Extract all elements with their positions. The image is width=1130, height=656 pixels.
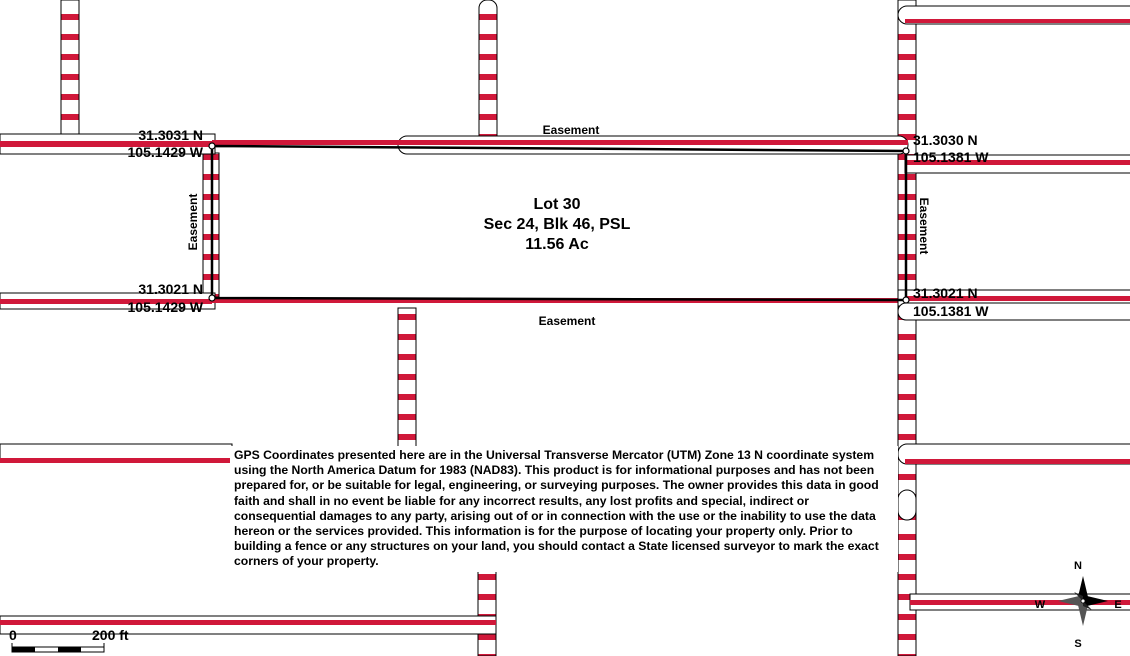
easement-south-label: Easement [538, 314, 596, 328]
easement-west-label: Easement [186, 193, 200, 251]
easement-east-label: Easement [917, 197, 931, 255]
ne-latitude: 31.3030 N [913, 132, 978, 148]
sw-longitude: 105.1429 W [127, 299, 203, 315]
se-longitude: 105.1381 W [913, 303, 989, 319]
lot-title: Lot 30 [533, 196, 581, 213]
nw-latitude: 31.3031 N [138, 127, 203, 143]
road-v-east [898, 0, 916, 656]
lot-section: Sec 24, Blk 46, PSL [483, 216, 631, 233]
road-v-south [478, 570, 496, 656]
road-v-north-center [479, 0, 497, 152]
compass-south-label: S [1074, 638, 1082, 650]
ne-longitude: 105.1381 W [913, 149, 989, 165]
road-v-nw [61, 0, 79, 134]
compass-north-label: N [1074, 560, 1082, 572]
lot-acreage: 11.56 Ac [525, 236, 589, 253]
road-v-south-center [398, 308, 416, 448]
scale-start-label: 0 [9, 627, 17, 643]
compass-west-label: W [1034, 599, 1046, 611]
gps-disclaimer-text: GPS Coordinates presented here are in the Universal Transverse Mercator (UTM) Zone 13 N coordinate system using the North America Datum for 1983 (NAD83). This product is for informational purposes and has not been prepared for, or be suitable for legal, engineering, or surveying purposes. The owner provides this data in good faith and shall in no event be liable for any incorrect results, any lost profits and special, indirect or consequential damages to any party, arising out of or in connection with the use or the inability to use the data hereon or the services provided. This information is for the purpose of locating your property only. Prior to building a fence or any structures on your land, you should contact a State licensed surveyor to mark the exact corners of your property. [230, 446, 898, 572]
compass-east-label: E [1114, 599, 1122, 611]
se-latitude: 31.3021 N [913, 285, 978, 301]
scale-end-label: 200 ft [92, 627, 129, 643]
sw-latitude: 31.3021 N [138, 281, 203, 297]
easement-north-label: Easement [542, 123, 600, 137]
nw-longitude: 105.1429 W [127, 144, 203, 160]
